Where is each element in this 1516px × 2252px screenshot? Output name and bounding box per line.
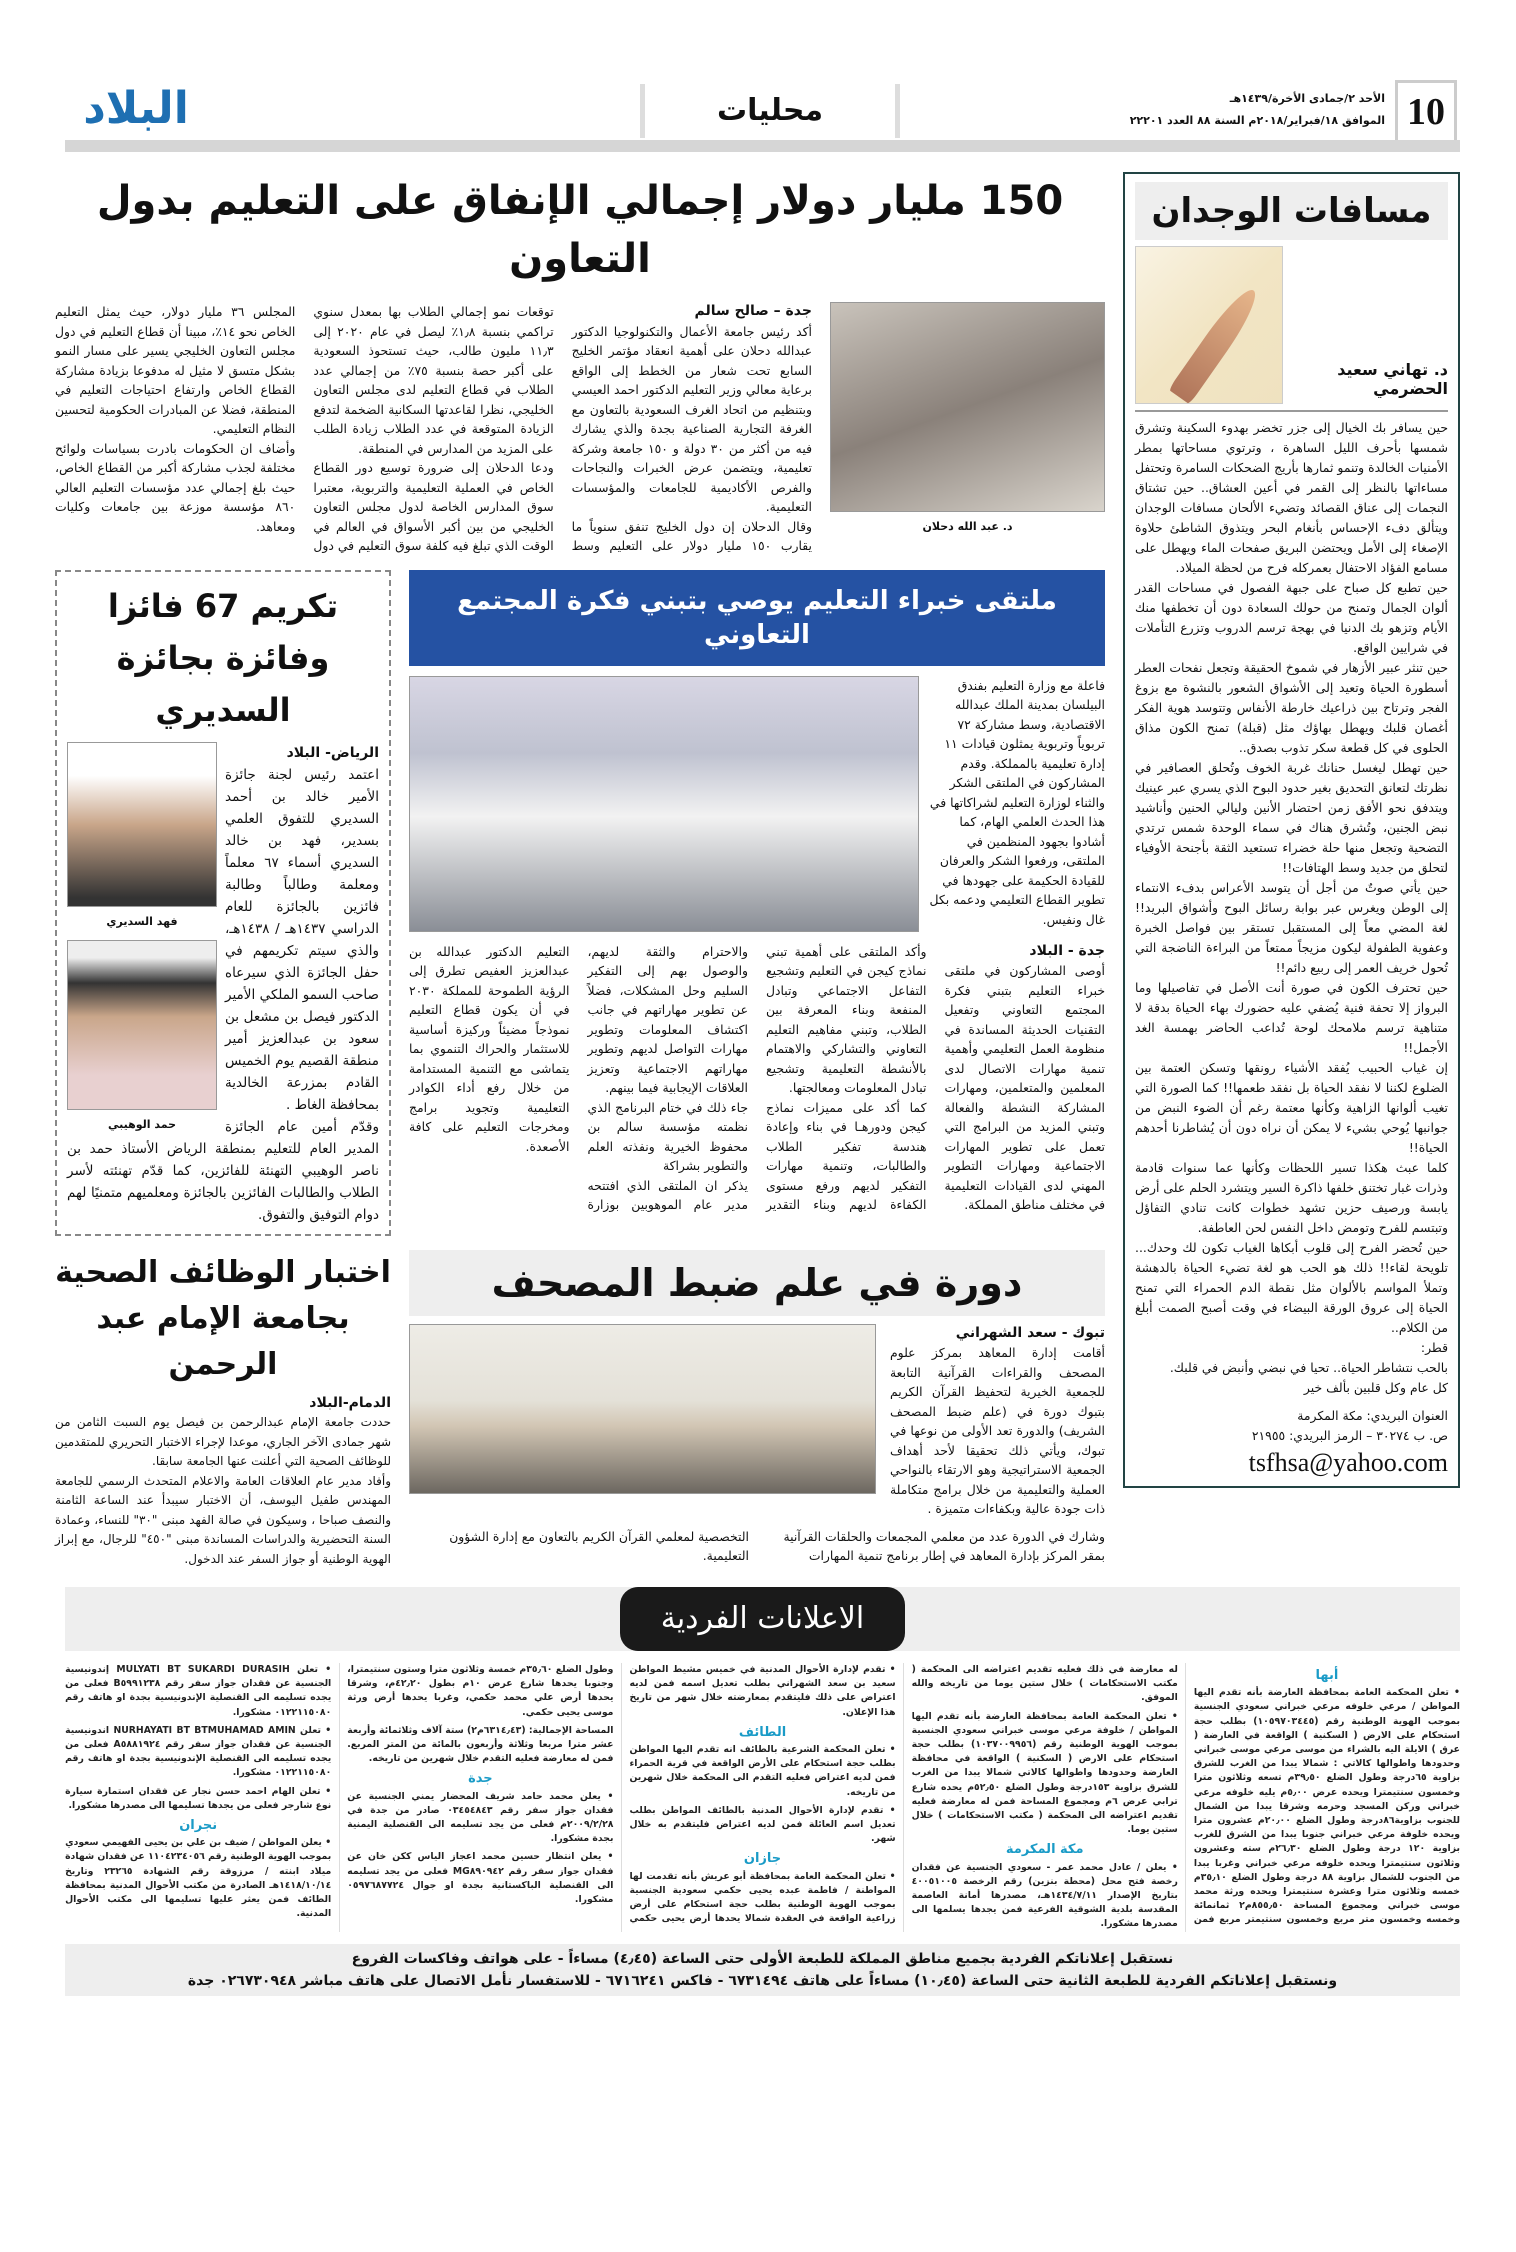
forum-story — [409, 570, 1105, 1215]
classified-city-heading: جدة — [468, 1771, 493, 1787]
forum-side-text: فاعلة مع وزارة التعليم بفندق البيلسان بمدينة الملك عبدالله الاقتصادية، وسط مشاركة ٧٢ تربوياً وتربوية يمثلون قيادات ١١ إدارة تعليمية بالمملكة. وقدم المشاركون في الملتقى الشكر والثناء لوزارة التعليم لشراكاتها في هذا الحدث العلمي الهام، كما أشادوا بجهود المنظمين في الملتقى، ورفعوا الشكر والعرفان للقيادة الحكيمة على جهودها في تطوير القطاع التعليمي ودعمه بكل غال ونفيس. — [929, 677, 1105, 927]
paragraph: كما أكد على مميزات نماذج كيجن ودورهـا في بناء وإعادة هندسة تفكير الطلاب والطالبات، وتنمية مهارات التفكير لديهم ورفع مستوى الكفاءة لديهم وبناء التقدير والاحترام والثقة لديهم، والوصول بهم إلى التفكير السليم وحل المشكلات، فضلاً عن تطوير مهاراتهم في جانب اكتشاف المعلومات وتطوير مهارات التواصل لديهم وتطوير مهاراتهم الاجتماعية وتعزيز العلاقات الإيجابية فيما بينهم. — [587, 943, 927, 1212]
date-hijri: الأحد ٢/جمادى الأخرة/١٤٣٩هـ — [1229, 92, 1385, 105]
classified-city-heading: نجران — [179, 1818, 218, 1834]
byline: جدة - البلاد — [1029, 942, 1105, 959]
postal-address: العنوان البريدي: مكة المكرمة — [1297, 1408, 1448, 1423]
feather-pen-illustration — [1135, 246, 1283, 404]
bottom-row — [55, 1250, 1105, 1570]
paragraph: وقدّم أمين عام الجائزة المدير العام للتعليم بمنطقة الرياض الأستاذ حمد بن ناصر الوهيبي التهنئة للفائزين، كما قدّم تهنئته لأسر الطلاب والطالبات الفائزين بالجائزة ومعلميهم متمنيًا لهم دوام التوفيق والتفوق. — [67, 1118, 379, 1223]
main-story-body — [55, 302, 812, 556]
section-title: محليات — [640, 84, 900, 138]
page-number: 10 — [1395, 80, 1457, 140]
classified-ad: • تقدم لإدارة الأحوال المدنية بالطائف المواطن بطلب تعديل اسم العائلة فمن لديه اعتراض فليتقدم به خلال شهر. — [629, 1804, 896, 1845]
paragraph: أكد رئيس جامعة الأعمال والتكنولوجيا الدكتور عبدالله دحلان على أهمية انعقاد مؤتمر الخليج السابع تحت شعار من الخطط إلى الواقع برعاية معالي وزير التعليم الدكتور احمد العيسي وبتنظيم من اتحاد الغرف السعودية بالتعاون مع الغرفة التجارية الصناعية بجدة والذي يشارك فيه من أكثر من ٣٠ دولة و ١٥٠ جامعة وشركة تعليمية، ويتضمن عرض الخبرات والنجاحات والفرص الأكاديمية للجامعات والمؤسسات التعليمية. — [571, 323, 812, 514]
footer-line: نستقبل إعلاناتكم الفردية بجميع مناطق المملكة للطبعة الأولى حتى الساعة (٤٫٤٥) مساءاً - على هواتف وفاكسات الفروع — [351, 1950, 1174, 1967]
column-body — [1135, 410, 1448, 1478]
classified-ad: • تعلن الهام احمد حسن نجار عن فقدان استمارة سيارة نوع شارجر فعلى من يجدها تسليمها الى مصدرها مشكورا. — [65, 1785, 332, 1811]
paragraph: وقال الدحلان إن دول الخليج تنفق سنوياً ما يقارب ١٥٠ مليار دولار على التعليم وسط توقعات نمو إجمالي الطلاب بها بمعدل سنوي تراكمي بنسبة ١٫٨٪ ليصل في عام ٢٠٢٠ إلى ١١٫٣ مليون طالب، حيث تستحوذ السعودية على أكبر حصة بنسبة ٧٥٪ من إجمالي عدد الطلاب في قطاع التعليم لدى مجلس التعاون الخليجي، نظرا لقاعدتها السكانية الضخمة لتدفع الزيادة المتوقعة في عدد الطلاب زيادة الطلب على المزيد من المدارس في المنطقة. — [313, 304, 812, 553]
paragraph: إن غياب الحبيب يُفقد الأشياء رونقها وتسكن العتمة بين الضلوع لكننا لا نفقد الحياة بل نفقد طعمها!! كما الصورة التي تغيب ألوانها الزاهية وكأنها معتمة رغم أن الضوء النبض من جوانبها يُوحي بشيء لا يمكن أن نراه دون أن يُشاطرنا أحدهم الحياة!! — [1135, 1060, 1448, 1155]
forum-story-body — [409, 942, 1105, 1215]
main-story — [55, 302, 1105, 556]
opinion-column — [1123, 172, 1460, 1488]
paragraph: قطر: — [1420, 1340, 1448, 1355]
main-area — [55, 172, 1105, 1569]
health-story-body — [55, 1394, 391, 1570]
date-gregorian: الموافق ١٨/فبراير/٢٠١٨م السنة ٨٨ العدد ٢٢٢٠١ — [1129, 114, 1385, 127]
paragraph: حين تحترف الكون في صورة أنت الأصل في تفاصيلها وما البرواز إلا تحفة فنية يُضفي عليه حضورك بهاء الحياة بدقة لا متناهية ترسم ملامحك لوحة تُداعب الحاضر بهمسة الغد الأجمل!! — [1135, 980, 1448, 1055]
paragraph: حين تهطل ليغسل حنانك غربة الخوف وتُحلق العصافير في نظرتك لتعانق التحديق بغير حدود البوح الذي يسري عبر عينيك ويتدفق نحو الأفق زمن احتضار الأنين وليالي الحنين وأناشيد نبض الجنين، وتُشرق هناك في سماء الوحدة شمس ترتدي التضحية وتجعل منها حلة خضراء تستعيد الثقة بأجنحة الأوفياء لتحلق من جديد وسط الهتافات!! — [1135, 760, 1448, 875]
byline: تبوك - سعد الشهراني — [955, 1324, 1105, 1341]
postal-code: ص. ب ٣٠٢٧٤ – الرمز البريدي: ٢١٩٥٥ — [1251, 1428, 1448, 1443]
paragraph: يذكر ان الملتقى الذي افتتحه مدير عام الموهوبين بوزارة التعليم الدكتور عبدالله بن عبدالعزيز العفيص تطرق إلى الرؤية الطموحة للمملكة ٢٠٣٠ في أن يكون قطاع التعليم نموذجاً مضيئاً وركيزة أساسية للاستثمار والحراك التنموي بما يتماشى مع التنمية المستدامة من خلال رفع أداء الكوادر التعليمية وتجويد برامج ومخرجات التعليم على كافة الأصعدة. — [409, 943, 748, 1212]
classified-ad: • تعلن المحكمة العامة بمحافظة العارضة بأنه تقدم اليها المواطن / مرعي خلوفه مرعي خبراني سعودي الجنسية بموجب الهوية الوطنية رقم (١٠٥٩٧٠٣٤٤٥) بطلب حجة استحكام على الارض ( السكنية ) الواقعة في العارضة ( عرق ) الايلة اليه بالشراء من موسى مرعي موسى خبراني وحدودها واطوالها كالاتي : شمالا يبدا من الغرب للشرق بزاوية ٦٥درجة وطول الضلع ٣٩٫٥٠م تسعه وثلاثون مترا وخمسون سنتيمترا ويحده عرض ٥٫٠٠م يليه خلوفه مرعي خبراني وركن المسجد وحرمه وشرقا يبدا من الشمال للجنوب بزاوية٨٦درجة وطول الضلع ٢٠٫٠٠م عشرون مترا ويحده خلوفة مرعي خبراني جنوبا يبدا من الشرق للغرب بزاوية ١٢٠ درجة وطول الضلع ٢٦٫٣٠م سته وعشرون وثلاثون سنتيمترا ويحده خلوفه مرعي خبراني وغربا يبدا من الجنوب للشمال بزاوية ٨٨ درجة وطول الضلع ٣٥٫١٠م خمسه وثلاثون مترا وعشرة سنتيمترا ويحده ورثة محمد موسى خبراني ومجموع المساحة ٨٥٥٫٥٠م٢ ثمانمائة وخمسه وخمسون متر مربع وخمسون سنتيمتر مربع فمن له معارضة في ذلك فعليه تقديم اعتراضه الى المحكمة ( مكتب الاستحكامات ) خلال ستين يوما من تاريخه والله الموفق. — [911, 1664, 1461, 1926]
masthead — [0, 0, 1516, 160]
page-body — [0, 160, 1516, 1569]
classified-ad: • تعلن المحكمة العامة بمحافظة العارضة بأنه تقدم اليها المواطن / خلوفة مرعي موسى خبراني سعودي الجنسية بموجب الهوية الوطنية رقم (١٠٣٧٠٠٩٩٥٦) بطلب حجة استحكام على الارض ( السكنية ) الواقعة في محافظة العارضة وحدودها واطوالها كالاتي شمالا يبدا من الغرب للشرق بزاوية ١٥٣درجة وطول الضلع ٥٢٫٥٠م يحده شارع ترابي عرض ٦م ومجموع المساحة فمن له معارضة فعليه تقديم اعتراضه الى المحكمة ( مكتب الاستحكامات ) خلال ستين يوما. — [911, 1710, 1178, 1836]
newspaper-logo: البلاد — [83, 83, 189, 134]
classified-city-heading: الطائف — [738, 1724, 787, 1740]
paragraph: ودعا الدحلان إلى ضرورة توسيع دور القطاع الخاص في العملية التعليمية والتربوية، معتبرا سوق المدارس الخاصة لدول مجلس التعاون الخليجي من بين أكبر الأسواق في العالم في الوقت الذي تبلغ فيه كلفة سوق التعليم في دول المجلس ٣٦ مليار دولار، حيث يمثل التعليم الخاص نحو ١٤٪، مبينا أن قطاع التعليم في دول مجلس التعاون الخليجي يسير على مسار النمو بشكل متسق لا مثيل له مدفوعا بزيادة مشاركة القطاع الخاص وارتفاع احتياجات التعليم في المنطقة، فضلا عن المبادرات الحكومية لتحسين النظام التعليمي. — [55, 304, 554, 553]
photo-caption: حمد الوهيبي — [107, 1117, 177, 1131]
dateline — [915, 88, 1385, 132]
forum-top — [409, 676, 1105, 932]
column-author: د. تهاني سعيد الحضرمي — [1337, 360, 1448, 398]
classifieds-section — [65, 1587, 1460, 1932]
quran-course-headline: دورة في علم ضبط المصحف — [409, 1250, 1105, 1316]
paragraph: أقامت إدارة المعاهد بمركز علوم المصحف والقراءات القرآنية التابعة للجمعية الخيرية لتحفيظ القرآن الكريم بتبوك دورة في (علم ضبط المصحف الشريف) والدورة تعد الأولى من نوعها في تبوك، ويأتي ذلك تحقيقا لأحد أهداف الجمعية الاستراتيجية وهو الارتقاء بالنواحي العملية والتعليمية من خلال برامج متكاملة ذات جودة عالية وبكفاءات متميزة . — [890, 1345, 1105, 1516]
dahlan-photo — [830, 302, 1105, 512]
paragraph: وأكد الملتقى على أهمية تبني نماذج كيجن في التعليم وتشجيع التفاعل الاجتماعي وتبادل المنفعة وبناء المعرفة بين الطلاب، وتبني مفاهيم التعليم التعاوني والتشاركي والاهتمام بالأنشطة التعليمية وتشجيع تبادل المعلومات ومعالجتها. — [766, 943, 927, 1095]
classifieds-columns — [65, 1663, 1460, 1932]
photo-caption: فهد السديري — [106, 914, 178, 928]
classified-ad: • يعلن انتظار حسين محمد اعجاز الياس ككن خان عن فقدان جواز سفر رقم MG٨٩٠٩٤٢ فعلى من يجد تسليمه الى القنصلية الباكستانية بجدة او جوال ٠٥٩٧٦٨٧٧٢٤ مشكورا. — [347, 1851, 614, 1906]
paragraph: كل عام وكل قلبين بألف خير — [1303, 1380, 1448, 1395]
main-headline: 150 مليار دولار إجمالي الإنفاق على التعليم بدول التعاون — [96, 178, 1064, 282]
classified-city-heading: أبها — [1315, 1668, 1339, 1683]
paragraph: اعتمد رئيس لجنة جائزة الأمير خالد بن أحمد السديري للتفوق العلمي بسدير، فهد بن خالد السديري أسماء ٦٧ معلماً ومعلمة وطالباً وطالبة فائزين بالجائزة للعام الدراسي ١٤٣٧هـ / ١٤٣٨هـ، والذي سيتم تكريمهم في حفل الجائزة الذي سيرعاه صاحب السمو الملكي الأمير الدكتور فيصل بن مشعل بن سعود بن عبدالعزيز أمير منطقة القصيم يوم الخميس القادم بمزرعة الخالدية بمحافظة الغاط . — [225, 766, 379, 1113]
award-photos — [67, 742, 217, 1131]
award-story — [55, 570, 391, 1236]
middle-row — [55, 570, 1105, 1236]
paragraph: وأضاف ان الحكومات بادرت بسياسات ولوائح مختلفة لجذب مشاركة أكبر من القطاع الخاص، حيث بلغ إجمالي عدد مؤسسات التعليم العالي ٨٦٠ مؤسسة موزعة بين جامعات وكليات ومعاهد. — [55, 440, 296, 534]
byline: الرياض- البلاد — [286, 744, 379, 761]
quran-story-continued: وشارك في الدورة عدد من معلمي المجمعات والحلقات القرآنية بمقر المركز بإدارة المعاهد في إطار برنامج تنمية المهارات التخصصية لمعلمي القرآن الكريم بالتعاون مع إدارة الشؤون التعليمية. — [449, 1528, 1105, 1563]
byline: جدة – صالح سالم — [694, 303, 812, 319]
quran-story-body — [890, 1324, 1105, 1519]
award-headline: تكريم 67 فائزا وفائزة بجائزة السديري — [107, 586, 339, 729]
quran-course-photo — [409, 1324, 876, 1494]
masthead-divider — [65, 140, 1460, 152]
classified-city-heading: جازان — [743, 1851, 782, 1867]
paragraph: حين تُحضر الفرح إلى قلوب أبكاها الغياب تكون لك وحدك... تلويحة لقاء!! ذلك هو الحب هو لغة تضيء الحياة بالدهشة وتملأ المواسم بالألوان مثل نقطة الدم الحمراء التي تمنح الحياة إلى عروق الورقة البيضاء في وقت أصبح الصمت أبلغ من الكلام.. — [1135, 1240, 1448, 1335]
classified-ad: المساحة الإجمالية: (٦٣١٤٫٤٣م٢) ستة آلاف وثلاثمائة وأربعة عشر مترا مربعا وثلاثة وأربعون بالمائة من المتر المربع. فمن له معارضة فعليه التقدم خلال شهرين من تاريخه. — [347, 1724, 614, 1765]
sudairy-photo — [67, 742, 217, 907]
health-jobs-story — [55, 1250, 391, 1570]
author-email[interactable]: tsfhsa@yahoo.com — [1248, 1448, 1448, 1477]
column-title: مسافات الوجدان — [1135, 182, 1448, 240]
paragraph: وأفاد مدير عام العلاقات العامة والاعلام المتحدث الرسمي للجامعة المهندس طفيل اليوسف، أن الاختبار سيبدأ عند الساعة الثامنة والنصف صباحا ، وسيكون في صالة الفهد مبنى "٣٠" للنساء، وعمادة السنة التحضيرية والدراسات المساندة مبنى "٤٥٠" للرجال، مع إبراز الهوية الوطنية أو جواز السفر عند الدخول. — [55, 1473, 391, 1566]
paragraph: حددت جامعة الإمام عبدالرحمن بن فيصل يوم السبت الثامن من شهر جمادى الآخر الجاري، موعدا لإجراء الاختبار التحريري للمتقدمين للوظائف الصحية التي أعلنت عنها الجامعة سابقا. — [55, 1415, 391, 1468]
classified-ad: • يعلن المواطن / ضيف بن علي بن يحيى الفهيمي سعودي بموجب الهوية الوطنية رقم ١١٠٤٢٣٤٠٥٦ عن فقدان شهادة ميلاد ابنته / مرزوقة رقم الشهادة ٢٣٢٦٥ وتاريخ ١٤١٨/١٠/١٤هـ الصادرة من مكتب الأحوال المدنية بمحافظة الطائف فمن يعثر عليها تسليمها الى مكتب الأحوال المدنية. — [65, 1837, 332, 1920]
paragraph: حين يأتي صوتٌ من أجل أن يتوسد الأعراس بدفء الانتماء إلى الوطن ويغرس عبر بوابة رسائل البوح وأشواق البريد!! لغة المضي معاً إلى المستقبل تستقر بين فواصل الخبرة وعفوية الطفولة ليكون مزيجاً ممتعاً من البراءة الناضجة التي تُحول خريف العمر إلى ربيع دائم!! — [1135, 880, 1448, 975]
quran-top — [409, 1324, 1105, 1519]
main-photo-block — [830, 302, 1105, 556]
classified-ad: • تعلن المحكمة العامة بمحافظة أبو عريش بأنه تقدمت لها المواطنة / فاطمة عبده يحيى حكمي سعودية الجنسية بموجب الهوية الوطنية بطلب حجة استحكام على أرض زراعية الواقعة في العقدة شمالا يحدها أرض يحيى حكمي وطول الضلع ٣٥٫٦٠م خمسة وثلاثون مترا وستون سنتيمترا، وجنوبا يحدها شارع عرض ١٠م بطول ٤٢٫٢٠م، وشرقا يحدها أرض علي محمد حكمي، وغربا يحدها أرض ورثة موسى يحيى حكمي. — [347, 1664, 896, 1925]
opinion-column-wrap — [1123, 172, 1460, 1488]
forum-headline: ملتقى خبراء التعليم يوصي بتبني فكرة المجتمع التعاوني — [409, 570, 1105, 666]
classified-ad: • تعلن المحكمة الشرعية بالطائف انه تقدم اليها المواطن بطلب حجة استحكام على الأرض الواقعة في قرية الحمراء فمن لديه اعتراض فعليه التقدم الى المحكمة خلال شهرين من تاريخه. — [629, 1744, 896, 1798]
wuhaibi-photo — [67, 940, 217, 1110]
paragraph: بالحب نتشاطر الحياة.. تحيا في نبضي وأنبض في قلبك. — [1169, 1360, 1448, 1375]
classifieds-banner — [65, 1587, 1460, 1651]
column-header — [1135, 246, 1448, 404]
forum-group-photo — [409, 676, 919, 932]
health-jobs-headline: اختبار الوظائف الصحية بجامعة الإمام عبد الرحمن — [55, 1254, 391, 1382]
classified-ad: • تعلن NURHAYATI BT BTMUHAMAD AMIN اندونيسية الجنسية عن فقدان جواز سفر رقم A٥٨٨١٩٢٤ فعلى من يجده تسليمه الى القنصلية الإندونيسية بجدة او هاتف رقم ٠١٢٢١١٥٠٨٠ مشكورا. — [65, 1724, 332, 1779]
paragraph: حين تطبع كل صباح على جبهة الفصول في مساحات القدر ألوان الجمال وتمنح من حولك السعادة دون أن تخطفها منك الأيام وتزهو بك الدنيا في بهجة ترسم الدروب وتزرع التأملات في شرايين الواقع. — [1135, 580, 1448, 655]
classified-ad: • تعلن MULYATI BT SUKARDI DURASIH إندونيسية الجنسية عن فقدان جواز سفر رقم B٥٩٩١٢٣٨ فعلى من يجده تسليمه الى القنصلية الإندونيسية بجدة او هاتف رقم ٠١٢٢١١٥٠٨٠ مشكورا. — [65, 1664, 332, 1718]
byline: الدمام-البلاد — [309, 1394, 391, 1411]
paragraph: حين يسافر بك الخيال إلى جزر تخضر بهدوء السكينة وتشرق شمسها بأحرف الليل الساهرة ، وترتوي مساحاتها بمطر الأمنيات الخالدة وتنمو ثمارها بأريج الضحكات السامرة وتحتفل مساءاتها بالنظر إلى القمر في أعين العشاق.. حين تشتاق النجمات إلى عناق القصائد وتضيء الألحان مسافات الوجدان ويتألق دفء الإحساس بأنغام البحر ويتذوق الشاطئ حلاوة الإصغاء إلى الأمل ويحتضن البريق صفحات الماء ويهطل على مسامع الفؤاد الاحتفال بعمركله فرح من لحظة الميلاد. — [1135, 420, 1448, 575]
paragraph: حين تنثر عبير الأزهار في شموخ الحقيقة وتجعل نفحات العطر أسطورة الحياة وتعيد إلى الأشواق الشعور بالنشوة مع بزوغ الفجر وترتاح بين ذراعيك خارطة الأنفاس وتتوسد هوية الفكر أغصان قلبك ويهطل بهاؤك مثل (قبلة) تمنح الكون مذاق الحلوى في كل قطعة سكر تذوب بصدق.. — [1135, 660, 1448, 755]
photo-caption: د. عبد الله دحلان — [922, 520, 1013, 533]
classified-ad: • تقدم لإدارة الأحوال المدنية في خميس مشيط المواطن سعيد بن سعد الشهراني بطلب تعديل اسمه فمن لديه اعتراض على ذلك فليتقدم بمعارضته خلال شهر من تاريخ هذا الإعلان. — [629, 1664, 896, 1718]
paragraph: كلما عبث هكذا تسير اللحظات وكأنها عما سنوات قادمة وذرات غبار تختنق خلفها ذاكرة السير ويتشرد الحلم على أرض يابسة ورصيف حزين تشهد خطوات كانت تنادي التفاؤل وتبتسم للفرح وتومض داخل النفس لحن العاطفة. — [1135, 1160, 1448, 1235]
classifieds-footer — [65, 1944, 1460, 1996]
paragraph: جاء ذلك في ختام البرنامج الذي نظمته مؤسسة سالم بن محفوظ الخيرية ونفذته العلم والتطوير بشراكة — [587, 1099, 748, 1173]
paragraph: أوصى المشاركون في ملتقى خبراء التعليم بتبني فكرة المجتمع التعاوني وتفعيل التقنيات الحديثة المساندة في منظومة العمل التعليمي وأهمية تنمية مهارات الاتصال لدى المعلمين والمتعلمين، ومهارات المشاركة النشطة والفعالة وتبني المزيد من البرامج التي تعمل على تطوير المهارات الاجتماعية ومهارات التطوير المهني لدى القيادات التعليمية في مختلف مناطق المملكة. — [944, 963, 1105, 1212]
classified-ad: • يعلن / عادل محمد عمر - سعودي الجنسية عن فقدان رخصة فتح محل (محطة بنزين) رقم الرخصة ٤٠٠٥١٠٠٥ بتاريخ الإصدار ١٤٣٤/٧/١١هـ، مصدرها أمانة العاصمة المقدسة بلدية الشوقية الفرعية فمن يجدها يسلمها الى مصدرها مشكورا. — [911, 1861, 1178, 1930]
classified-ad: • يعلن محمد حامد شريف المحضار يمني الجنسية عن فقدان جواز سفر رقم ٠٣٤٥٤٨٤٣ صادر من جدة في ٢٠٠٩/٢/٢٨م فعلى من يجد تسليمه الى القنصلية اليمنية بجدة مشكورا. — [347, 1790, 614, 1845]
quran-course-story — [409, 1250, 1105, 1566]
classifieds-title: الاعلانات الفردية — [620, 1587, 905, 1651]
footer-line: ونستقبل إعلاناتكم الفردية للطبعة الثانية حتى الساعة (١٠٫٤٥) مساءاً على هاتف ٦٧٣١٤٩٤ - فاكس ٦٧١٦٢٤١ - للاستفسار نأمل الاتصال على هاتف مباشر ٠٢٦٧٣٠٩٤٨ جدة — [187, 1972, 1338, 1989]
classified-city-heading: مكة المكرمة — [1005, 1842, 1084, 1858]
